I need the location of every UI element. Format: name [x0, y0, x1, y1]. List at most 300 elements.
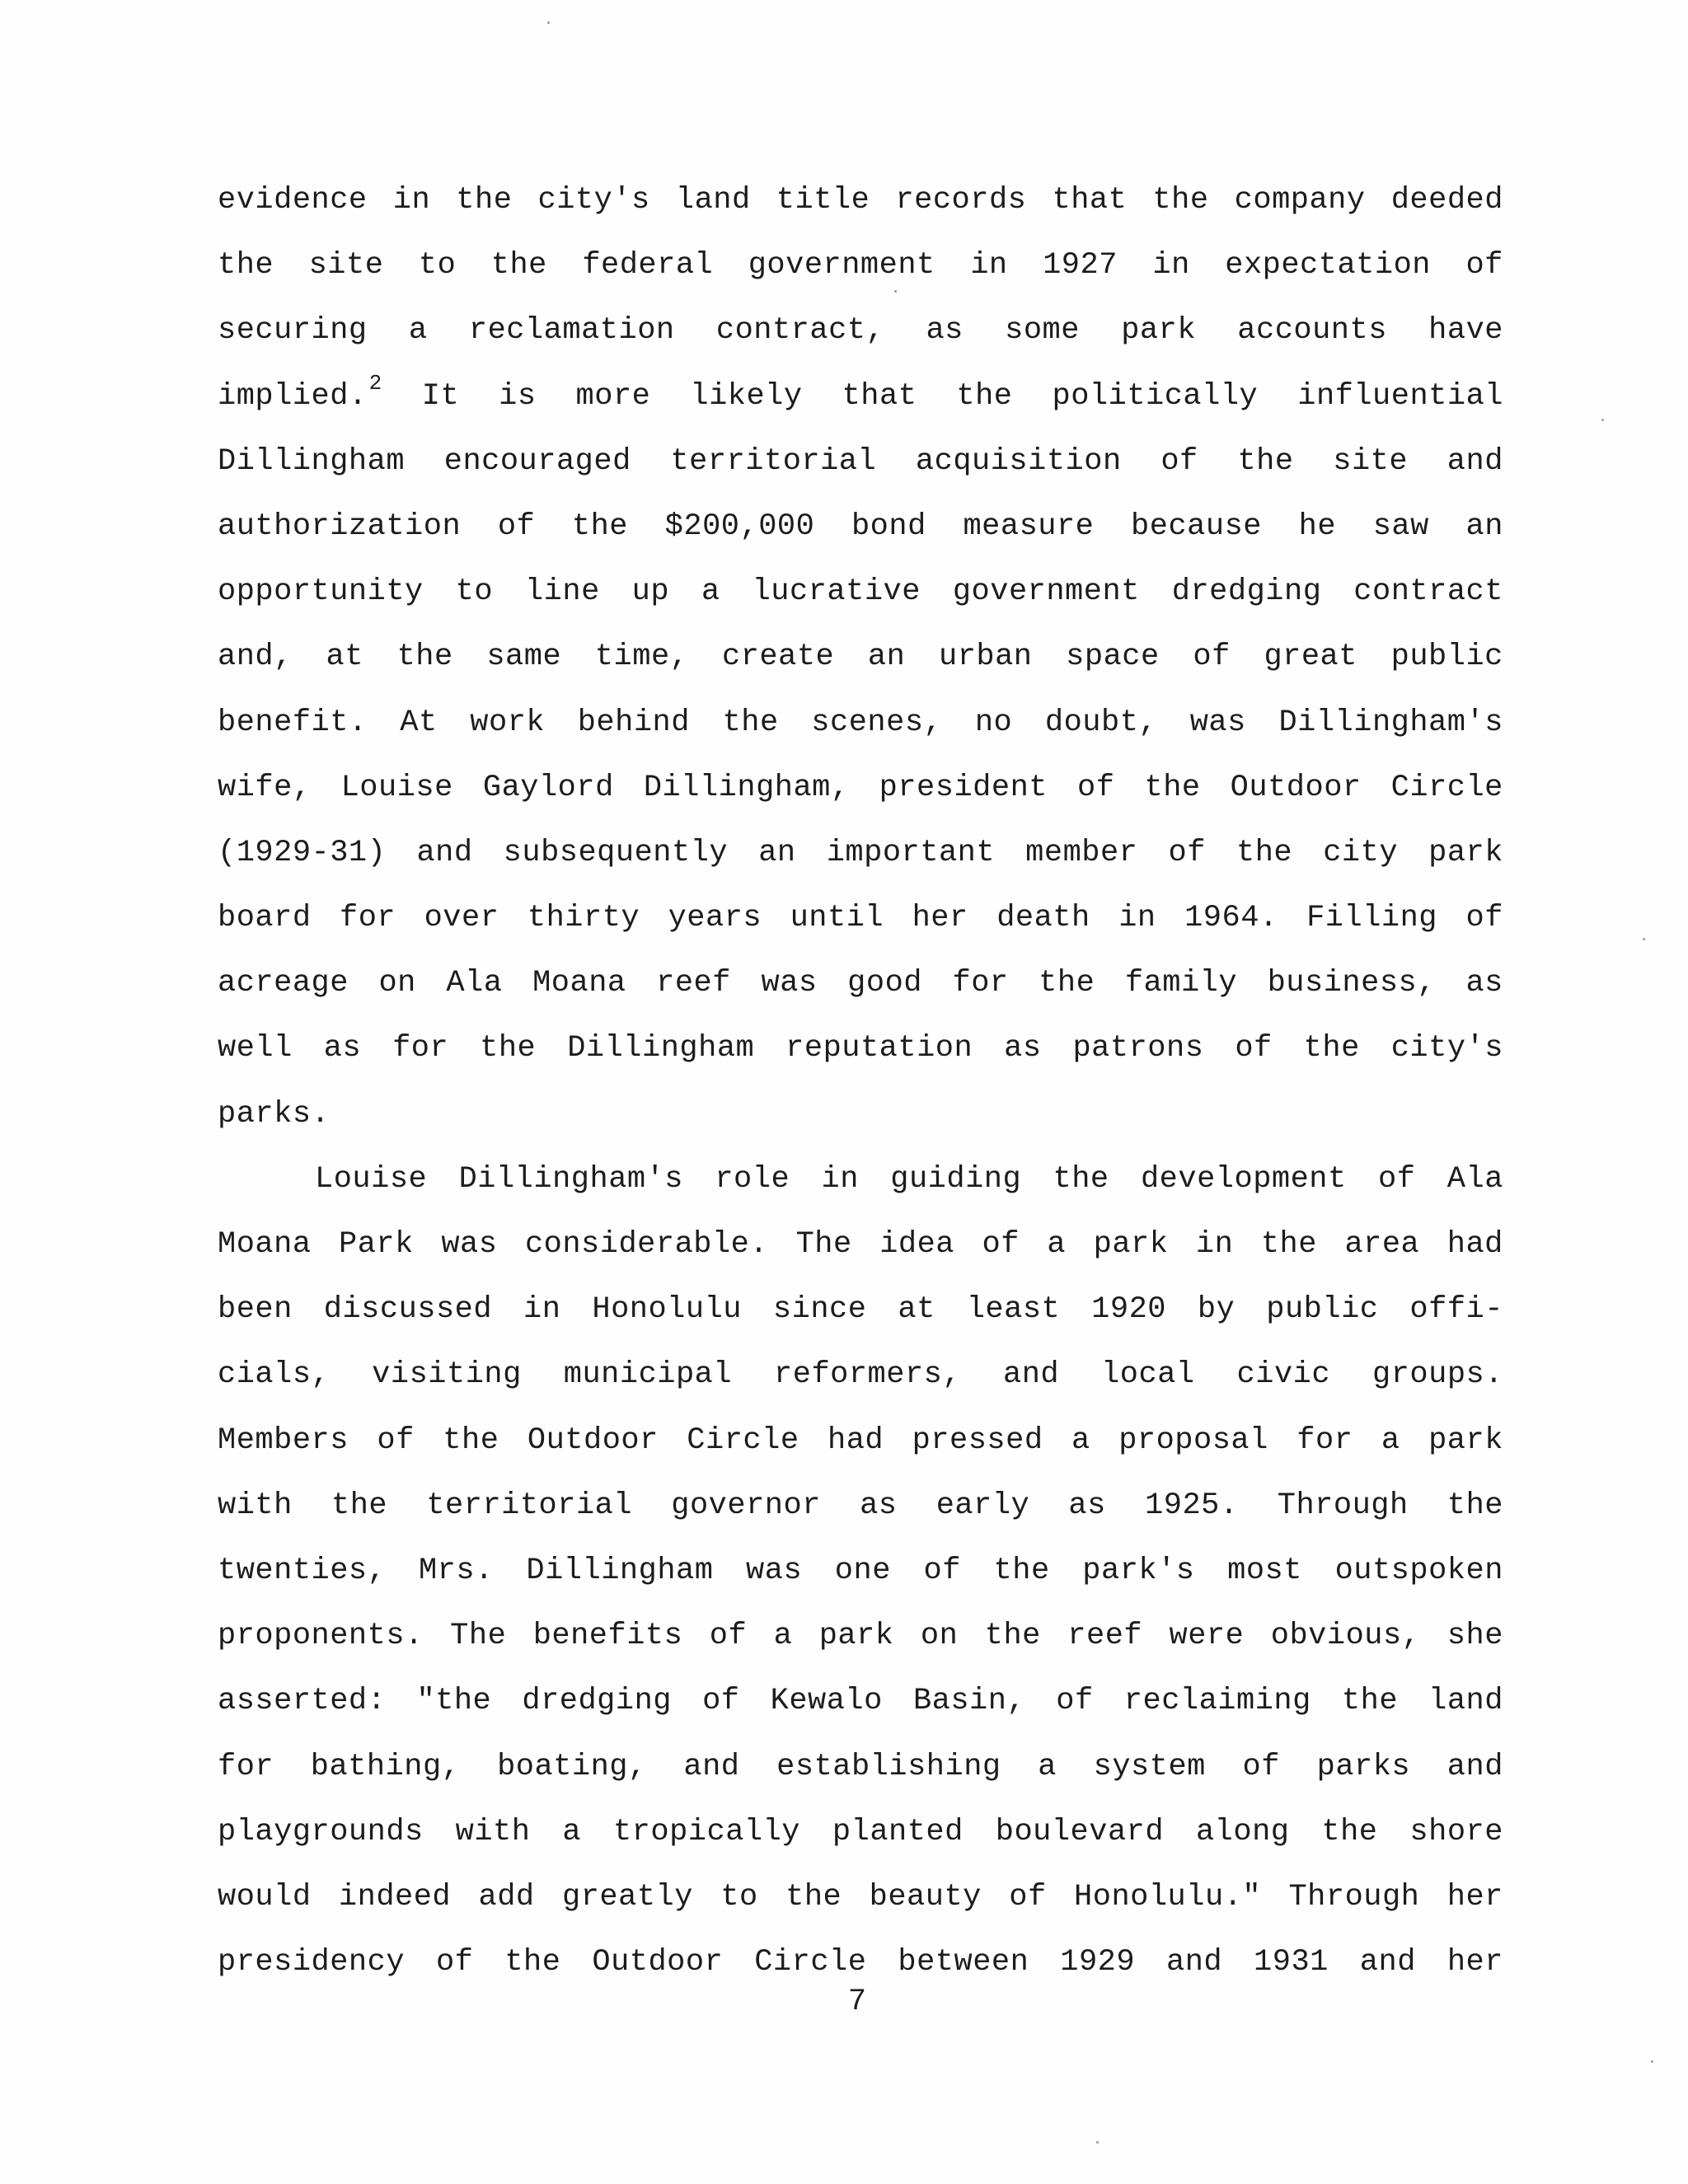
text-word: of	[982, 1227, 1020, 1262]
text-word: and	[1003, 1357, 1060, 1393]
text-word: At	[400, 705, 438, 740]
text-word: more	[575, 378, 651, 414]
text-word: beauty	[869, 1879, 982, 1915]
text-word: Honolulu."	[1074, 1879, 1262, 1915]
text-word: and	[1447, 443, 1503, 479]
text-word: It	[421, 378, 460, 414]
text-word: until	[790, 901, 884, 936]
text-word: Dillingham	[218, 443, 406, 479]
text-word: at	[326, 640, 363, 675]
text-word: playgrounds	[218, 1814, 424, 1849]
text-word: up	[631, 574, 670, 610]
text-word: dredging	[1171, 574, 1322, 610]
text-line	[218, 1224, 1503, 1289]
text-word: in	[392, 183, 431, 218]
text-word: bond	[851, 509, 926, 544]
text-word: with	[455, 1814, 531, 1849]
text-word: park	[1121, 313, 1197, 349]
text-word: Mrs.	[418, 1553, 494, 1588]
text-word: that	[1052, 183, 1128, 218]
text-word: of	[1077, 770, 1115, 805]
text-word: of	[497, 509, 536, 544]
text-word: the	[443, 1422, 499, 1458]
text-word: title	[776, 183, 870, 218]
text-line	[218, 832, 1503, 898]
text-word: and	[1447, 1749, 1503, 1784]
text-word: would	[218, 1879, 312, 1915]
text-word: the	[218, 248, 274, 284]
text-word: Circle	[1390, 770, 1503, 805]
text-word: city	[1323, 835, 1399, 870]
text-word: benefits	[532, 1619, 683, 1654]
text-word: between	[898, 1945, 1029, 1980]
text-word: public	[1390, 640, 1503, 675]
text-word: parks.	[218, 1096, 331, 1132]
text-word: site	[1333, 443, 1409, 479]
text-word: her	[1447, 1879, 1503, 1915]
text-word: to	[455, 574, 494, 610]
text-word: the	[331, 1488, 388, 1523]
text-word: a	[562, 1814, 582, 1849]
text-word: land	[675, 183, 751, 218]
text-word: to	[418, 248, 457, 284]
text-word: she	[1447, 1619, 1503, 1654]
text-word: as	[1068, 1488, 1106, 1523]
text-word: the	[1237, 443, 1294, 479]
text-word: Basin,	[912, 1684, 1026, 1719]
text-line	[218, 1028, 1503, 1093]
text-word: system	[1093, 1749, 1206, 1784]
scan-speck	[1601, 419, 1604, 421]
text-word: Dillingham's	[458, 1161, 684, 1197]
text-line	[218, 571, 1503, 636]
text-word: the	[480, 1031, 537, 1066]
text-word: of	[1465, 901, 1503, 936]
text-word: the	[1144, 770, 1201, 805]
text-word: guiding	[890, 1161, 1022, 1197]
text-line	[218, 1550, 1503, 1615]
text-word: idea	[879, 1227, 955, 1262]
text-word: Outdoor	[592, 1945, 724, 1980]
text-word: politically	[1052, 378, 1259, 414]
text-word: was	[441, 1227, 498, 1262]
text-word: important	[826, 835, 996, 870]
text-word: the	[722, 705, 779, 740]
text-word: of	[1056, 1684, 1094, 1719]
text-word: parks	[1316, 1749, 1411, 1784]
text-word: company	[1234, 183, 1366, 218]
text-word: (1929-31)	[218, 835, 387, 870]
text-word: local	[1101, 1357, 1195, 1393]
text-word: and,	[218, 640, 293, 675]
text-word: space	[1066, 640, 1160, 675]
text-word: land	[1428, 1684, 1503, 1719]
text-line	[218, 1877, 1503, 1942]
text-word: city's	[537, 183, 650, 218]
text-word: Ala	[446, 966, 503, 1001]
text-word: on	[920, 1619, 959, 1654]
text-word: of	[1465, 248, 1503, 284]
text-word: Circle	[687, 1422, 799, 1458]
text-word: 1929	[1060, 1945, 1136, 1980]
text-word: with	[218, 1488, 293, 1523]
text-word: park	[1428, 835, 1503, 870]
text-word: Ala	[1447, 1161, 1503, 1197]
text-word: reef	[1067, 1619, 1143, 1654]
text-word: deeded	[1390, 183, 1503, 218]
text-word: the	[1039, 966, 1095, 1001]
text-line	[218, 1485, 1503, 1550]
text-word: is	[499, 378, 537, 414]
text-word: years	[668, 901, 762, 936]
text-word: Honolulu	[592, 1292, 742, 1328]
footnote-reference: 2	[368, 370, 382, 396]
text-word: site	[308, 248, 384, 284]
text-word: the	[571, 509, 629, 544]
text-word: the	[993, 1553, 1050, 1588]
text-word: the	[1321, 1814, 1378, 1849]
text-word: of	[1160, 443, 1198, 479]
text-word: for	[218, 1749, 274, 1784]
text-word: a	[1071, 1422, 1090, 1458]
text-word: discussed	[323, 1292, 493, 1328]
text-word: of	[435, 1945, 474, 1980]
text-word: the	[1152, 183, 1209, 218]
text-word: proponents.	[218, 1619, 424, 1654]
text-word: along	[1195, 1814, 1290, 1849]
text-word: cials,	[218, 1357, 331, 1393]
text-word: territorial	[426, 1488, 633, 1523]
text-word: park	[818, 1619, 894, 1654]
text-word: president	[879, 770, 1048, 805]
text-word: territorial	[670, 443, 877, 479]
text-word: area	[1344, 1227, 1420, 1262]
text-word: urban	[938, 640, 1033, 675]
text-word: expectation	[1225, 248, 1431, 284]
text-word: and	[1165, 1945, 1223, 1980]
text-word: by	[1197, 1292, 1236, 1328]
text-word: visiting	[372, 1357, 522, 1393]
text-word: the	[504, 1945, 561, 1980]
text-word: early	[935, 1488, 1030, 1523]
text-word: reef	[656, 966, 731, 1001]
text-word: reclaiming	[1123, 1684, 1311, 1719]
text-word: create	[722, 640, 835, 675]
text-line	[218, 1094, 1503, 1159]
text-word: a	[408, 313, 428, 349]
text-word: opportunity	[218, 574, 424, 610]
text-word: governor	[671, 1488, 821, 1523]
text-word: offi-	[1409, 1292, 1503, 1328]
text-word: time,	[594, 640, 689, 675]
text-word: civic	[1236, 1357, 1331, 1393]
text-word: wife,	[218, 770, 312, 805]
text-word: over	[424, 901, 499, 936]
text-word: at	[898, 1292, 935, 1328]
text-line	[218, 180, 1503, 245]
text-line	[218, 441, 1503, 506]
text-word: good	[847, 966, 922, 1001]
text-word: Members	[218, 1422, 349, 1458]
text-word: establishing	[776, 1749, 1001, 1784]
text-word: some	[1005, 313, 1080, 349]
text-word: of	[923, 1553, 961, 1588]
text-word: behind	[577, 705, 690, 740]
text-word: for	[340, 901, 396, 936]
text-word: Through	[1288, 1879, 1420, 1915]
text-word: influential	[1297, 378, 1503, 414]
text-word: subsequently	[503, 835, 729, 870]
text-word: had	[828, 1422, 884, 1458]
text-word: asserted:	[218, 1684, 387, 1719]
text-word: proposal	[1118, 1422, 1268, 1458]
text-word: work	[470, 705, 546, 740]
text-word: add	[478, 1879, 535, 1915]
text-word: was	[1189, 705, 1246, 740]
text-word: death	[996, 901, 1090, 936]
text-word: most	[1227, 1553, 1302, 1588]
text-word: the	[956, 378, 1013, 414]
text-word: likely	[690, 378, 803, 414]
text-word: Moana	[218, 1227, 312, 1262]
scan-speck	[1643, 938, 1645, 940]
text-word: park	[1428, 1422, 1503, 1458]
text-word: as	[860, 1488, 898, 1523]
text-word: the	[1447, 1488, 1503, 1523]
text-word: acquisition	[915, 443, 1122, 479]
text-word: was	[761, 966, 818, 1001]
text-word: contract,	[715, 313, 885, 349]
text-word: an	[867, 640, 906, 675]
text-line	[218, 1615, 1503, 1680]
text-word: in	[1118, 901, 1156, 936]
text-word: in	[1152, 248, 1190, 284]
text-word: of	[1242, 1749, 1280, 1784]
text-word: encouraged	[443, 443, 631, 479]
text-word: a	[701, 574, 720, 610]
text-word: federal	[582, 248, 714, 284]
text-word: family	[1124, 966, 1238, 1001]
text-word: an	[758, 835, 796, 870]
text-word: the	[1053, 1161, 1109, 1197]
text-word: were	[1169, 1619, 1245, 1654]
text-word: boating,	[497, 1749, 647, 1784]
text-word: park	[1093, 1227, 1169, 1262]
text-word: shore	[1409, 1814, 1503, 1849]
text-word: member	[1025, 835, 1138, 870]
text-line	[218, 1159, 1503, 1224]
text-word: the	[396, 640, 453, 675]
text-word: of	[1235, 1031, 1273, 1066]
text-word: the	[785, 1879, 842, 1915]
text-word: as	[926, 313, 964, 349]
text-word: have	[1428, 313, 1503, 349]
text-word: public	[1266, 1292, 1379, 1328]
text-word: of	[1193, 640, 1231, 675]
text-word: 1920	[1091, 1292, 1166, 1328]
text-word: the	[1236, 835, 1293, 870]
text-word: Dillingham	[567, 1031, 755, 1066]
text-word: Louise	[315, 1161, 428, 1197]
text-word: tropically	[612, 1814, 801, 1849]
text-word: doubt,	[1044, 705, 1158, 740]
text-word: the	[490, 248, 547, 284]
text-word: on	[378, 966, 416, 1001]
text-word: and	[1359, 1945, 1416, 1980]
text-word: been	[218, 1292, 293, 1328]
text-word: Moana	[532, 966, 626, 1001]
text-word: authorization	[218, 509, 462, 544]
text-word: as	[1004, 1031, 1042, 1066]
text-word: contract	[1353, 574, 1503, 610]
text-word: well	[218, 1031, 293, 1066]
text-word: for	[952, 966, 1009, 1001]
text-word: 1964.	[1184, 901, 1278, 936]
text-word: dredging	[522, 1684, 672, 1719]
text-line	[218, 898, 1503, 963]
text-word: great	[1264, 640, 1357, 675]
text-word: 1927	[1043, 248, 1118, 284]
text-word: same	[486, 640, 562, 675]
text-word: groups.	[1372, 1357, 1503, 1393]
text-word: an	[1465, 509, 1503, 544]
text-line	[218, 1354, 1503, 1419]
text-word: Dillingham	[526, 1553, 714, 1588]
text-word: municipal	[563, 1357, 733, 1393]
scan-speck	[1096, 2141, 1099, 2144]
text-word: park's	[1082, 1553, 1195, 1588]
text-word: the	[984, 1619, 1041, 1654]
text-word: one	[834, 1553, 891, 1588]
text-word: line	[524, 574, 600, 610]
text-word: 1925.	[1145, 1488, 1239, 1523]
text-word: board	[218, 901, 312, 936]
text-word: Dillingham,	[643, 770, 850, 805]
text-word: obvious,	[1270, 1619, 1421, 1654]
text-word: outspoken	[1334, 1553, 1503, 1588]
text-word: accounts	[1237, 313, 1387, 349]
text-word: he	[1298, 509, 1337, 544]
text-word: scenes,	[811, 705, 943, 740]
text-word: lucrative	[752, 574, 921, 610]
text-word: for	[1296, 1422, 1353, 1458]
text-word: thirty	[527, 901, 640, 936]
text-word: in	[970, 248, 1008, 284]
text-word: The	[450, 1619, 507, 1654]
text-word: presidency	[218, 1945, 406, 1980]
text-line	[218, 702, 1503, 767]
text-word: evidence	[218, 183, 368, 218]
scan-speck	[547, 21, 550, 24]
text-word: because	[1131, 509, 1262, 544]
text-word: Park	[339, 1227, 414, 1262]
text-line	[218, 1811, 1503, 1877]
body-text	[218, 180, 1503, 2007]
text-word: and	[683, 1749, 740, 1784]
text-word: a	[1047, 1227, 1067, 1262]
text-line	[218, 370, 1503, 441]
text-word: the	[1303, 1031, 1360, 1066]
text-word: of	[1168, 835, 1206, 870]
text-word: reformers,	[774, 1357, 962, 1393]
text-word: had	[1447, 1227, 1503, 1262]
text-word: business,	[1267, 966, 1436, 1001]
text-word: as	[1465, 966, 1503, 1001]
text-word: her	[1447, 1945, 1503, 1980]
text-word: in	[821, 1161, 859, 1197]
text-word: $200,000	[664, 509, 815, 544]
text-word: of	[702, 1684, 740, 1719]
text-word: of	[1009, 1879, 1047, 1915]
text-line	[218, 1746, 1503, 1811]
text-word: greatly	[562, 1879, 693, 1915]
scan-speck	[1651, 2060, 1653, 2063]
text-word: bathing,	[310, 1749, 461, 1784]
text-word: pressed	[912, 1422, 1043, 1458]
text-word: least	[966, 1292, 1061, 1328]
text-word: planted	[832, 1814, 964, 1849]
text-line	[218, 310, 1503, 375]
text-word: boulevard	[995, 1814, 1165, 1849]
text-word: was	[746, 1553, 803, 1588]
text-word: considerable.	[524, 1227, 769, 1262]
text-word: role	[715, 1161, 790, 1197]
text-word: twenties,	[218, 1553, 387, 1588]
text-word: a	[773, 1619, 793, 1654]
text-word: "the	[416, 1684, 492, 1719]
text-word: reclamation	[468, 313, 675, 349]
text-word: as	[323, 1031, 362, 1066]
text-line	[218, 1680, 1503, 1746]
text-word: in	[1195, 1227, 1234, 1262]
text-line	[218, 245, 1503, 310]
text-word: government	[748, 248, 935, 284]
text-line	[218, 767, 1503, 832]
text-word: city's	[1390, 1031, 1503, 1066]
text-word: patrons	[1072, 1031, 1204, 1066]
text-line	[218, 636, 1503, 701]
text-line	[218, 506, 1503, 571]
text-word: no	[974, 705, 1013, 740]
text-word: Outdoor	[527, 1422, 659, 1458]
text-word: Circle	[754, 1945, 867, 1980]
page-number: 7	[847, 1985, 867, 2019]
text-word: development	[1140, 1161, 1347, 1197]
text-word: measure	[963, 509, 1095, 544]
text-word: of	[377, 1422, 415, 1458]
text-word: the	[1260, 1227, 1317, 1262]
text-word: Filling	[1306, 901, 1438, 936]
text-word: benefit.	[218, 705, 368, 740]
text-word: 1931	[1254, 1945, 1329, 1980]
text-word: implied.$^2$	[218, 370, 382, 414]
text-word: acreage	[218, 966, 349, 1001]
text-word: and	[416, 835, 473, 870]
text-word: of	[1378, 1161, 1416, 1197]
text-word: saw	[1372, 509, 1429, 544]
text-word: a	[1038, 1749, 1057, 1784]
text-word: that	[842, 378, 917, 414]
text-line	[218, 1289, 1503, 1354]
text-word: for	[392, 1031, 449, 1066]
text-word: to	[720, 1879, 758, 1915]
text-word: The	[795, 1227, 852, 1262]
text-word: Gaylord	[482, 770, 614, 805]
text-line	[218, 1420, 1503, 1485]
text-word: Kewalo	[770, 1684, 883, 1719]
text-word: her	[912, 901, 968, 936]
text-word: securing	[218, 313, 368, 349]
